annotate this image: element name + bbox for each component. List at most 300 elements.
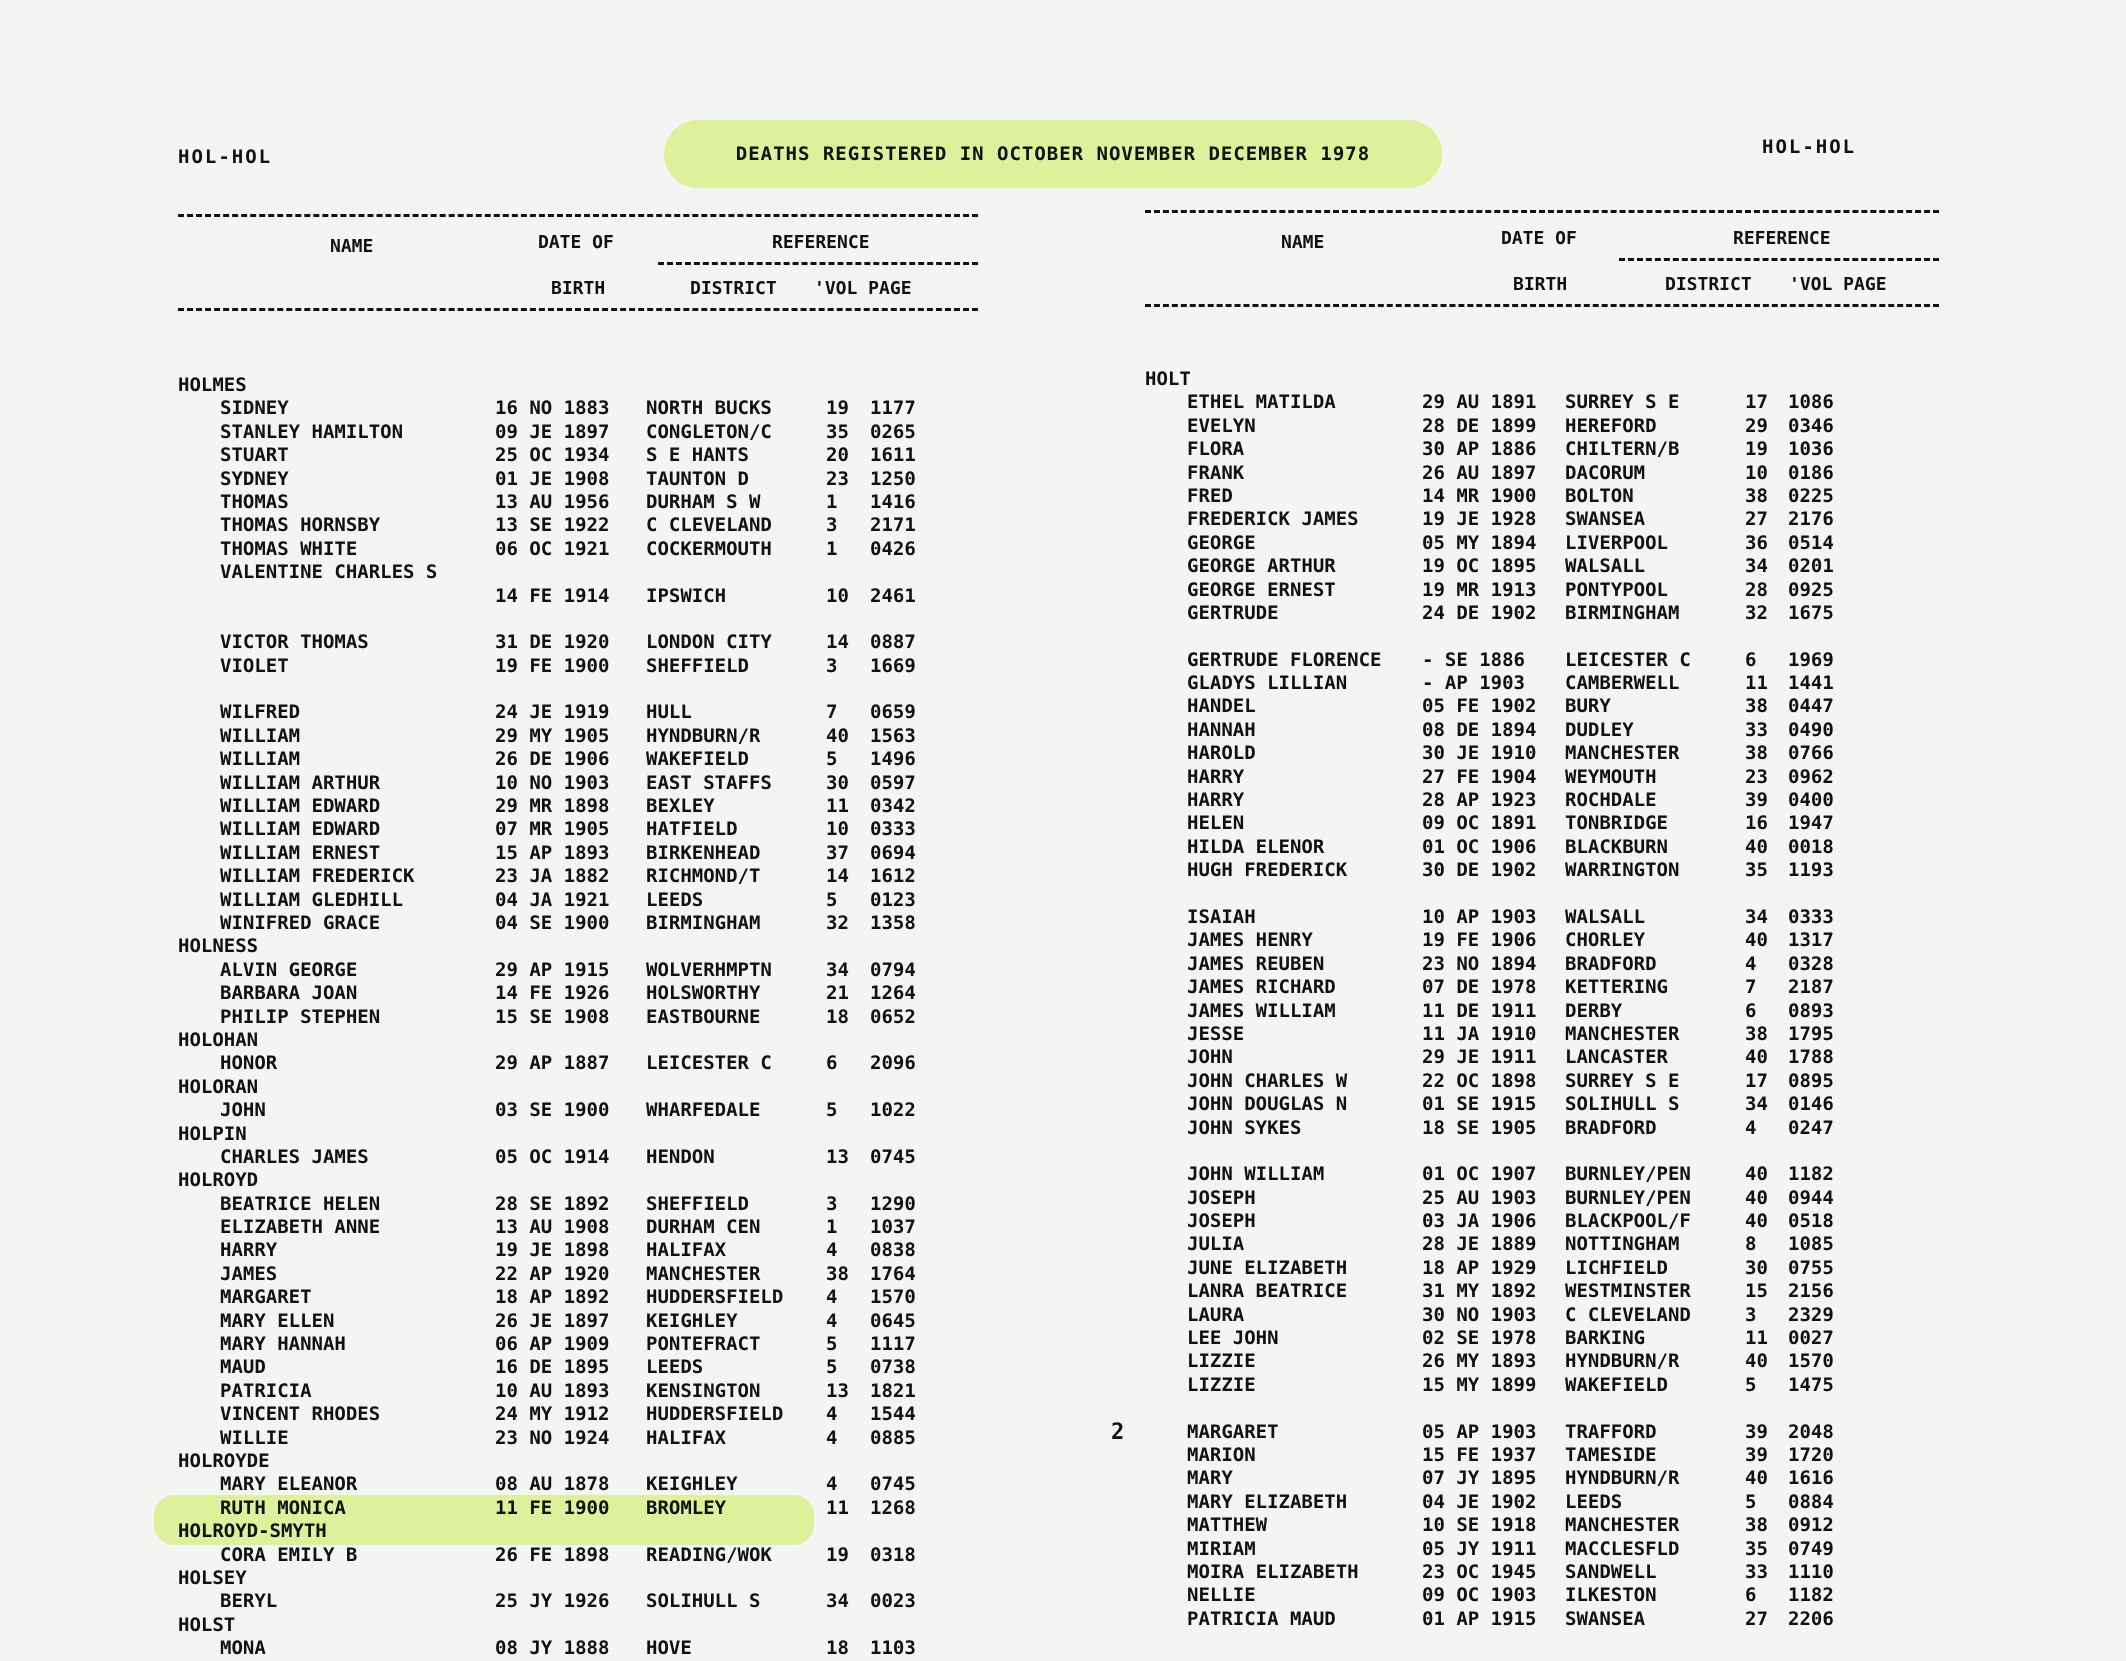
district: WALSALL [1565, 555, 1646, 578]
date-of-birth: 22 OC 1898 [1422, 1069, 1537, 1092]
volume: 4 [826, 1309, 838, 1332]
district: WAKEFIELD [1565, 1373, 1668, 1396]
spacer [1145, 1397, 1945, 1420]
date-of-birth: 08 AU 1878 [495, 1473, 610, 1496]
date-of-birth: 10 AP 1903 [1422, 905, 1537, 928]
page-number: 0794 [870, 958, 916, 981]
date-of-birth: 26 JE 1897 [495, 1309, 610, 1332]
district: COCKERMOUTH [646, 537, 772, 560]
column-header-right [1145, 210, 1939, 314]
date-of-birth: 03 SE 1900 [495, 1099, 610, 1122]
district: HENDON [646, 1145, 715, 1168]
death-entry-row [178, 631, 978, 654]
date-of-birth: 14 MR 1900 [1422, 484, 1537, 507]
death-entry-row [1145, 812, 1945, 835]
district: DURHAM CEN [646, 1216, 761, 1239]
surname: HOLPIN [178, 1122, 247, 1145]
district: SHEFFIELD [646, 654, 749, 677]
volume: 18 [826, 1637, 849, 1660]
header-vol-page: 'VOL PAGE [814, 278, 912, 299]
death-entry-row [1145, 1304, 1945, 1327]
page-range-right: HOL-HOL [1762, 136, 1857, 158]
death-entry-row [1145, 1584, 1945, 1607]
page-number: 0694 [870, 841, 916, 864]
volume: 19 [826, 397, 849, 420]
given-name: JAMES RICHARD [1187, 976, 1336, 999]
district: RICHMOND/T [646, 865, 761, 888]
page-number: 0400 [1788, 789, 1834, 812]
volume: 19 [1745, 438, 1768, 461]
death-entry-row [1145, 1608, 1945, 1631]
page-number: 1103 [870, 1637, 916, 1660]
volume: 6 [826, 1052, 838, 1075]
volume: 6 [1745, 648, 1757, 671]
volume: 4 [1745, 952, 1757, 975]
district: ROCHDALE [1565, 789, 1657, 812]
death-entry-row [1145, 695, 1945, 718]
district: KEIGHLEY [646, 1473, 738, 1496]
volume: 38 [1745, 484, 1768, 507]
death-entry-row [1145, 1374, 1945, 1397]
page-number: 0490 [1788, 718, 1834, 741]
volume: 35 [826, 420, 849, 443]
volume: 27 [1745, 1607, 1768, 1630]
date-of-birth: 16 DE 1895 [495, 1356, 610, 1379]
date-of-birth: 04 JA 1921 [495, 888, 610, 911]
death-entry-row [1145, 1046, 1945, 1069]
page-number: 0597 [870, 771, 916, 794]
volume: 5 [1745, 1490, 1757, 1513]
district: LEEDS [646, 1356, 704, 1379]
page-number: 0146 [1788, 1093, 1834, 1116]
volume: 17 [1745, 1069, 1768, 1092]
date-of-birth: 11 DE 1911 [1422, 999, 1537, 1022]
date-of-birth: 10 NO 1903 [495, 771, 610, 794]
date-of-birth: 02 SE 1978 [1422, 1327, 1537, 1350]
death-entry-row [1145, 1280, 1945, 1303]
date-of-birth: - SE 1886 [1422, 648, 1525, 671]
death-entry-row [1145, 1000, 1945, 1023]
page-number: 2096 [870, 1052, 916, 1075]
death-entry-row [178, 468, 978, 491]
date-of-birth: 30 DE 1902 [1422, 859, 1537, 882]
given-name: MARY ELLEN [220, 1309, 335, 1332]
given-name: SIDNEY [220, 397, 289, 420]
page-number: 1475 [1788, 1373, 1834, 1396]
death-entry-row [178, 1473, 978, 1496]
given-name: MARGARET [1187, 1420, 1279, 1443]
given-name: HUGH FREDERICK [1187, 859, 1348, 882]
date-of-birth: 14 FE 1926 [495, 982, 610, 1005]
district: WEYMOUTH [1565, 765, 1657, 788]
page-number: 1788 [1788, 1046, 1834, 1069]
district: HOLSWORTHY [646, 982, 761, 1005]
volume: 32 [1745, 601, 1768, 624]
date-of-birth: 07 JY 1895 [1422, 1467, 1537, 1490]
page-number: 0745 [870, 1473, 916, 1496]
page-number: 1441 [1788, 672, 1834, 695]
column-header-left [178, 214, 978, 318]
surname-heading [178, 1123, 978, 1146]
district: SURREY S E [1565, 1069, 1680, 1092]
date-of-birth: 19 FE 1900 [495, 654, 610, 677]
given-name: MARY ELEANOR [220, 1473, 358, 1496]
district: BURNLEY/PEN [1565, 1186, 1691, 1209]
given-name: PATRICIA MAUD [1187, 1607, 1336, 1630]
page-number: 0962 [1788, 765, 1834, 788]
volume: 13 [826, 1379, 849, 1402]
given-name: JESSE [1187, 1022, 1245, 1045]
volume: 29 [1745, 414, 1768, 437]
surname: HOLROYD-SMYTH [178, 1520, 327, 1543]
volume: 18 [826, 1005, 849, 1028]
volume: 1 [826, 490, 838, 513]
date-of-birth: 28 AP 1923 [1422, 789, 1537, 812]
given-name: LIZZIE [1187, 1373, 1256, 1396]
given-name: WILLIAM ERNEST [220, 841, 381, 864]
given-name: MARY [1187, 1467, 1233, 1490]
header-date-of: DATE OF [1501, 228, 1577, 249]
volume: 1 [826, 537, 838, 560]
district: HYNDBURN/R [646, 724, 761, 747]
date-of-birth: 13 AU 1908 [495, 1216, 610, 1239]
header-reference: REFERENCE [772, 232, 870, 253]
page-number: 2206 [1788, 1607, 1834, 1630]
given-name: LEE JOHN [1187, 1327, 1279, 1350]
death-entry-row [178, 818, 978, 841]
volume: 11 [1745, 1327, 1768, 1350]
given-name: HILDA ELENOR [1187, 835, 1325, 858]
date-of-birth: 01 OC 1907 [1422, 1163, 1537, 1186]
given-name: HANNAH [1187, 718, 1256, 741]
page-number: 1947 [1788, 812, 1834, 835]
given-name: GERTRUDE [1187, 601, 1279, 624]
date-of-birth: 09 OC 1903 [1422, 1584, 1537, 1607]
date-of-birth: 25 AU 1903 [1422, 1186, 1537, 1209]
district: WALSALL [1565, 905, 1646, 928]
district: WOLVERHMPTN [646, 958, 772, 981]
death-entry-row [178, 795, 978, 818]
district: BEXLEY [646, 795, 715, 818]
page-number: 1764 [870, 1262, 916, 1285]
district: HALIFAX [646, 1426, 727, 1449]
date-of-birth: 10 AU 1893 [495, 1379, 610, 1402]
district: NOTTINGHAM [1565, 1233, 1680, 1256]
date-of-birth: 28 SE 1892 [495, 1192, 610, 1215]
page-number: 1290 [870, 1192, 916, 1215]
date-of-birth: 01 AP 1915 [1422, 1607, 1537, 1630]
death-entry-row [1145, 1163, 1945, 1186]
volume: 35 [1745, 859, 1768, 882]
volume: 39 [1745, 789, 1768, 812]
district: PONTEFRACT [646, 1333, 761, 1356]
volume: 4 [826, 1239, 838, 1262]
given-name: BEATRICE HELEN [220, 1192, 381, 1215]
death-entry-row [178, 561, 978, 584]
page-number: 1669 [870, 654, 916, 677]
header-district: DISTRICT [690, 278, 777, 299]
district: TONBRIDGE [1565, 812, 1668, 835]
given-name: WILLIAM [220, 724, 301, 747]
volume: 11 [1745, 672, 1768, 695]
death-entry-row [178, 1590, 978, 1613]
given-name: PATRICIA [220, 1379, 312, 1402]
date-of-birth: 22 AP 1920 [495, 1262, 610, 1285]
district: DERBY [1565, 999, 1623, 1022]
district: MANCHESTER [646, 1262, 761, 1285]
page-number: 1250 [870, 467, 916, 490]
volume: 34 [1745, 1093, 1768, 1116]
date-of-birth: 29 AP 1915 [495, 958, 610, 981]
date-of-birth: 25 OC 1934 [495, 444, 610, 467]
district: BOLTON [1565, 484, 1634, 507]
spacer [178, 608, 978, 631]
date-of-birth: 14 FE 1914 [495, 584, 610, 607]
page-number: 1264 [870, 982, 916, 1005]
page-number: 0426 [870, 537, 916, 560]
date-of-birth: 04 SE 1900 [495, 911, 610, 934]
death-entry-row [178, 1333, 978, 1356]
page-number: 0645 [870, 1309, 916, 1332]
date-of-birth: 13 AU 1956 [495, 490, 610, 513]
death-entry-row [1145, 672, 1945, 695]
page-number: 0659 [870, 701, 916, 724]
given-name: JUNE ELIZABETH [1187, 1256, 1348, 1279]
death-entry-row [178, 421, 978, 444]
date-of-birth: 04 JE 1902 [1422, 1490, 1537, 1513]
death-entry-row [178, 865, 978, 888]
district: KENSINGTON [646, 1379, 761, 1402]
page-number: 0749 [1788, 1537, 1834, 1560]
given-name: FREDERICK JAMES [1187, 508, 1359, 531]
given-name: JOHN [1187, 1046, 1233, 1069]
given-name: WILLIE [220, 1426, 289, 1449]
given-name: MIRIAM [1187, 1537, 1256, 1560]
page-number: 2171 [870, 514, 916, 537]
district: HALIFAX [646, 1239, 727, 1262]
district: KETTERING [1565, 976, 1668, 999]
district: ILKESTON [1565, 1584, 1657, 1607]
death-entry-row [1145, 1187, 1945, 1210]
volume: 34 [826, 958, 849, 981]
district: BIRKENHEAD [646, 841, 761, 864]
page-number: 1675 [1788, 601, 1834, 624]
district: WAKEFIELD [646, 748, 749, 771]
given-name: VICTOR THOMAS [220, 631, 369, 654]
volume: 38 [1745, 1514, 1768, 1537]
date-of-birth: 19 MR 1913 [1422, 578, 1537, 601]
left-column-entries [178, 374, 978, 1660]
volume: 4 [826, 1473, 838, 1496]
death-entry-row [1111, 1419, 1945, 1445]
given-name: JOSEPH [1187, 1186, 1256, 1209]
page-number: 1795 [1788, 1022, 1834, 1045]
death-entry-row [178, 585, 978, 608]
given-name: JOHN CHARLES W [1187, 1069, 1348, 1092]
date-of-birth: 15 FE 1937 [1422, 1443, 1537, 1466]
page-number: 1496 [870, 748, 916, 771]
spacer [178, 678, 978, 701]
given-name: JAMES WILLIAM [1187, 999, 1336, 1022]
date-of-birth: 19 OC 1895 [1422, 555, 1537, 578]
page-number: 1117 [870, 1333, 916, 1356]
date-of-birth: 29 JE 1911 [1422, 1046, 1537, 1069]
district: WARRINGTON [1565, 859, 1680, 882]
death-entry-row [1145, 1093, 1945, 1116]
date-of-birth: 16 NO 1883 [495, 397, 610, 420]
death-entry-row [178, 1427, 978, 1450]
district: SURREY S E [1565, 391, 1680, 414]
death-entry-row [1145, 719, 1945, 742]
death-entry-row [178, 959, 978, 982]
given-name: JULIA [1187, 1233, 1245, 1256]
surname-heading [178, 1614, 978, 1637]
page-number: 1268 [870, 1496, 916, 1519]
page-number: 1720 [1788, 1443, 1834, 1466]
district: LEICESTER C [1565, 648, 1691, 671]
district: EASTBOURNE [646, 1005, 761, 1028]
page-number: 1358 [870, 911, 916, 934]
date-of-birth: 23 JA 1882 [495, 865, 610, 888]
page-number: 0333 [870, 818, 916, 841]
date-of-birth: 26 MY 1893 [1422, 1350, 1537, 1373]
district: CHORLEY [1565, 929, 1646, 952]
date-of-birth: 08 JY 1888 [495, 1637, 610, 1660]
death-entry-row [1145, 485, 1945, 508]
page-number: 0023 [870, 1590, 916, 1613]
date-of-birth: 19 FE 1906 [1422, 929, 1537, 952]
district: CAMBERWELL [1565, 672, 1680, 695]
volume: 5 [826, 888, 838, 911]
district: LEEDS [646, 888, 704, 911]
death-entry-row [1145, 789, 1945, 812]
date-of-birth: 18 AP 1892 [495, 1286, 610, 1309]
header-birth: BIRTH [551, 278, 606, 299]
given-name: MAUD [220, 1356, 266, 1379]
page-number: 0944 [1788, 1186, 1834, 1209]
death-entry-row [1145, 462, 1945, 485]
given-name: THOMAS [220, 490, 289, 513]
volume: 34 [1745, 555, 1768, 578]
page-number: 1570 [1788, 1350, 1834, 1373]
district: HUDDERSFIELD [646, 1403, 784, 1426]
given-name: FLORA [1187, 438, 1245, 461]
district: WHARFEDALE [646, 1099, 761, 1122]
given-name: JAMES REUBEN [1187, 952, 1325, 975]
page-number: 0225 [1788, 484, 1834, 507]
volume: 5 [826, 1333, 838, 1356]
given-name: GERTRUDE FLORENCE [1187, 648, 1382, 671]
district: MANCHESTER [1565, 1514, 1680, 1537]
death-entry-row [178, 538, 978, 561]
header-vol-page: 'VOL PAGE [1789, 274, 1887, 295]
volume: 11 [826, 795, 849, 818]
volume: 14 [826, 865, 849, 888]
given-name: FRED [1187, 484, 1233, 507]
page-number: 2329 [1788, 1303, 1834, 1326]
volume: 23 [826, 467, 849, 490]
given-name: WILLIAM EDWARD [220, 795, 381, 818]
death-entry-row [1145, 1210, 1945, 1233]
header-district: DISTRICT [1665, 274, 1752, 295]
given-name: MOIRA ELIZABETH [1187, 1560, 1359, 1583]
volume: 40 [1745, 1350, 1768, 1373]
death-entry-row [178, 1146, 978, 1169]
page-number: 0333 [1788, 905, 1834, 928]
volume: 33 [1745, 718, 1768, 741]
page-number: 1086 [1788, 391, 1834, 414]
date-of-birth: 06 AP 1909 [495, 1333, 610, 1356]
death-entry-row [1145, 1117, 1945, 1140]
header-reference: REFERENCE [1733, 228, 1831, 249]
surname: HOLST [178, 1613, 236, 1636]
date-of-birth: 26 DE 1906 [495, 748, 610, 771]
district: NORTH BUCKS [646, 397, 772, 420]
date-of-birth: 24 JE 1919 [495, 701, 610, 724]
district: HYNDBURN/R [1565, 1350, 1680, 1373]
header-name: NAME [1281, 232, 1325, 253]
date-of-birth: 29 MY 1905 [495, 724, 610, 747]
surname-heading [178, 1520, 978, 1543]
date-of-birth: 15 AP 1893 [495, 841, 610, 864]
date-of-birth: 29 AU 1891 [1422, 391, 1537, 414]
volume: 5 [826, 748, 838, 771]
page-number: 1036 [1788, 438, 1834, 461]
volume: 39 [1745, 1443, 1768, 1466]
district: BARKING [1565, 1327, 1646, 1350]
surname-heading [178, 1567, 978, 1590]
date-of-birth: 09 JE 1897 [495, 420, 610, 443]
volume: 14 [826, 631, 849, 654]
death-entry-row [178, 748, 978, 771]
date-of-birth: 25 JY 1926 [495, 1590, 610, 1613]
volume: 6 [1745, 1584, 1757, 1607]
given-name: MATTHEW [1187, 1514, 1268, 1537]
death-entry-row [1145, 929, 1945, 952]
page-number: 0912 [1788, 1514, 1834, 1537]
death-entry-row [178, 1286, 978, 1309]
date-of-birth: 26 FE 1898 [495, 1543, 610, 1566]
volume: 36 [1745, 531, 1768, 554]
given-name: RUTH MONICA [220, 1496, 346, 1519]
surname: HOLT [1145, 368, 1191, 390]
volume: 13 [826, 1145, 849, 1168]
page-number: 0265 [870, 420, 916, 443]
page-number: 2048 [1788, 1420, 1834, 1443]
district: HEREFORD [1565, 414, 1657, 437]
volume: 4 [826, 1403, 838, 1426]
death-entry-row [178, 1216, 978, 1239]
handwritten-mark: 2 [1111, 1419, 1125, 1445]
given-name: MONA [220, 1637, 266, 1660]
page-number: 2187 [1788, 976, 1834, 999]
page-number: 0346 [1788, 414, 1834, 437]
volume: 15 [1745, 1280, 1768, 1303]
given-name: WILFRED [220, 701, 301, 724]
volume: 40 [1745, 1467, 1768, 1490]
given-name: VALENTINE CHARLES S [220, 561, 438, 584]
volume: 23 [1745, 765, 1768, 788]
given-name: MARION [1187, 1443, 1256, 1466]
date-of-birth: 27 FE 1904 [1422, 765, 1537, 788]
date-of-birth: 23 NO 1924 [495, 1426, 610, 1449]
volume: 7 [1745, 976, 1757, 999]
death-entry-row [1145, 1070, 1945, 1093]
death-entry-row [1145, 1023, 1945, 1046]
page-number: 0201 [1788, 555, 1834, 578]
volume: 4 [826, 1286, 838, 1309]
district: DACORUM [1565, 461, 1646, 484]
